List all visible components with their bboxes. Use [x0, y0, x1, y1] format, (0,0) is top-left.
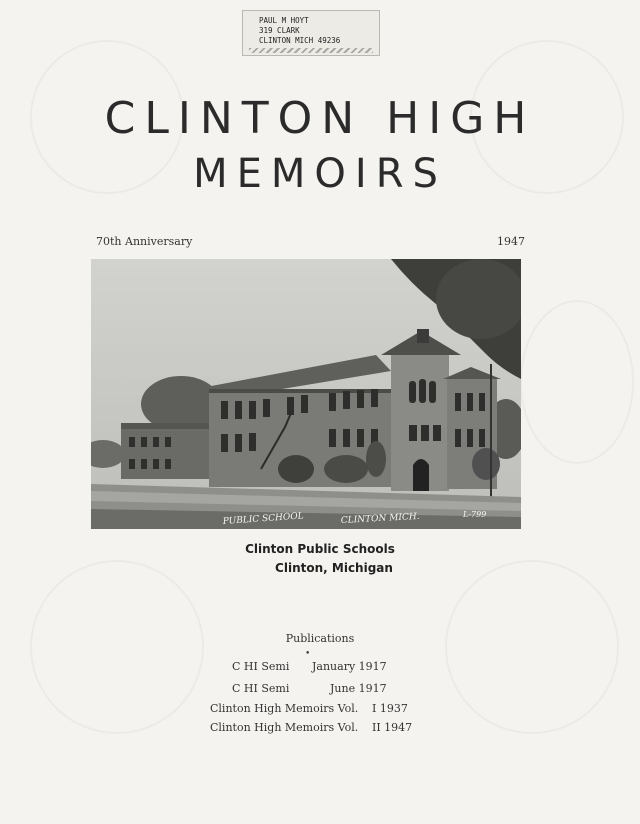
- school-photo: [91, 259, 521, 529]
- photo-code: L-799: [463, 510, 487, 519]
- publication-name: Clinton High Memoirs Vol.: [210, 702, 359, 715]
- caption-line-1: Clinton Public Schools: [245, 542, 395, 556]
- address-label-line: CLINTON MICH 49236: [259, 36, 341, 45]
- year-text: 1947: [497, 235, 525, 248]
- publication-name: Clinton High Memoirs Vol.: [210, 721, 359, 734]
- photo-handwriting-right: CLINTON MICH.: [340, 511, 420, 526]
- publication-date: June 1917: [330, 682, 387, 695]
- publication-name: C HI Semi: [232, 660, 290, 673]
- publications-bullet: •: [305, 649, 311, 659]
- school-photo-illustration: [91, 259, 521, 529]
- publication-name: C HI Semi: [232, 682, 290, 695]
- publications-heading: Publications: [285, 632, 355, 645]
- label-zigzag-border: [249, 48, 373, 53]
- publication-date: January 1917: [312, 660, 387, 673]
- publication-date: II 1947: [372, 721, 413, 734]
- anniversary-text: 70th Anniversary: [96, 235, 193, 248]
- caption-line-2: Clinton, Michigan: [275, 561, 393, 575]
- bleed-through-seal: [520, 300, 634, 464]
- address-label: [242, 10, 380, 56]
- publication-date: I 1937: [372, 702, 408, 715]
- bleed-through-seal: [30, 560, 204, 734]
- bleed-through-seal: [445, 560, 619, 734]
- address-label-line: 319 CLARK: [259, 26, 300, 35]
- address-label-line: PAUL M HOYT: [259, 16, 309, 25]
- photo-caption: [0, 540, 640, 578]
- page-title-line-2: MEMOIRS: [193, 151, 447, 197]
- photo-handwriting-left: PUBLIC SCHOOL: [222, 511, 305, 527]
- page-title-line-1: CLINTON HIGH: [104, 93, 536, 144]
